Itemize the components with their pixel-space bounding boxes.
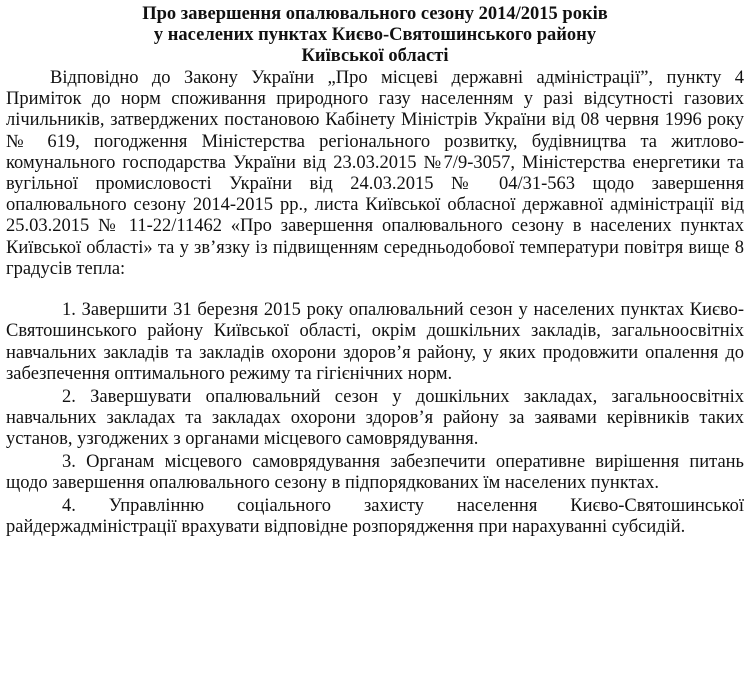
title-line-2: у населених пунктах Києво-Святошинського району [153, 25, 597, 45]
title-line-1: Про завершення опалювального сезону 2014/2015 років [142, 4, 608, 24]
list-item-4: 4. Управлінню соціального захисту населення Києво-Святошинської райдержадміністрації врахувати відповідне розпорядження при нарахуванні субсидій. [6, 495, 744, 538]
intro-paragraph: Відповідно до Закону України „Про місцеві державні адміністрації”, пункту 4 Приміток до норм споживання природного газу населенням у разі відсутності газових лічильників, затверджених постановою Кабінету Міністрів України від 08 червня 1996 року № 619, погодження Міністерства регіонального розвитку, будівництва та житлово-комунального господарства України від 23.03.2015 №7/9-3057, Міністерства енергетики та вугільної промисловості України від 24.03.2015 № 04/31-563 щодо завершення опалювального сезону 2014-2015 рр., листа Київської обласної державної адміністрації від 25.03.2015 № 11-22/11462 «Про завершення опалювального сезону в населених пунктах Київської області» та у зв’язку із підвищенням середньодобової температури повітря вище 8 градусів тепла: [6, 68, 744, 279]
title-line-3: Київської області [301, 46, 449, 66]
list-item-3: 3. Органам місцевого самоврядування забезпечити оперативне вирішення питань щодо завершення опалювального сезону в підпорядкованих їм населених пунктах. [6, 451, 744, 494]
list-item-1: 1. Завершити 31 березня 2015 року опалювальний сезон у населених пунктах Києво-Святошинського району Київської області, окрім дошкільних закладів, загальноосвітніх навчальних закладів та закладів охорони здоров’я району, у яких продовжити опалення до забезпечення оптимального режиму та гігієнічних норм. [6, 300, 744, 385]
paragraph-spacer [6, 280, 744, 300]
document-title [6, 4, 744, 67]
list-item-2: 2. Завершувати опалювальний сезон у дошкільних закладах, загальноосвітніх навчальних закладах та закладах охорони здоров’я району за заявами керівників таких установ, узгоджених з органами місцевого самоврядування. [6, 386, 744, 450]
